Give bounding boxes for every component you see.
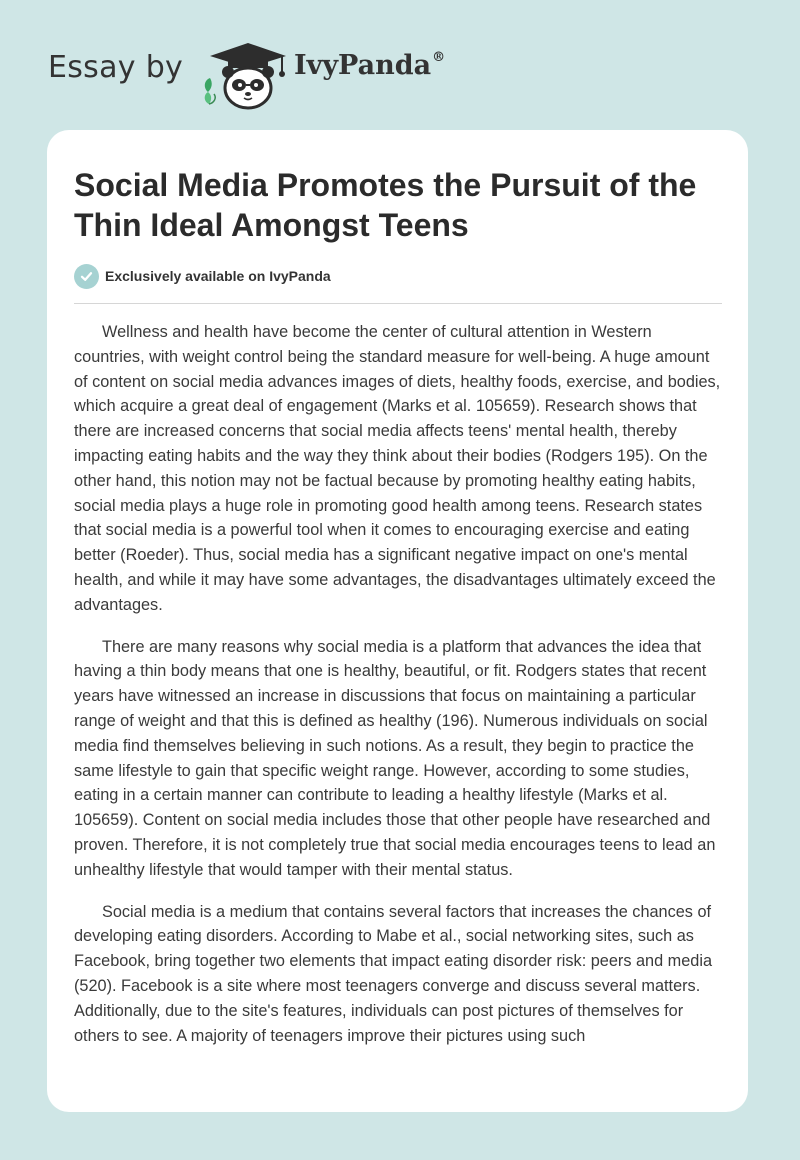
essay-card <box>47 130 748 1112</box>
exclusive-label: Exclusively available on IvyPanda <box>105 268 331 284</box>
registered-mark: ® <box>432 50 446 65</box>
paragraph: There are many reasons why social media is a platform that advances the idea that having a thin body means that one is healthy, beautiful, or fit. Rodgers states that recent years have witnessed an increase in discussions that focus on maintaining a particular range of weight and that this is defined as healthy (196). Numerous individuals on social media find themselves believing in such notions. As a result, they begin to practice the same lifestyle to gain that specific weight range. However, according to some studies, eating in a certain manner can contribute to leading a healthy lifestyle (Marks et al. 105659). Content on social media includes those that other people have researched and proven. Therefore, it is not completely true that social media encourages teens to lead an unhealthy lifestyle that would tamper with their mental status. <box>74 637 716 879</box>
exclusive-badge <box>74 263 331 289</box>
check-icon <box>74 264 99 289</box>
divider <box>74 303 722 304</box>
paragraph: Social media is a medium that contains several factors that increases the chances of developing eating disorders. According to Mabe et al., social networking sites, such as Facebook, bring together two elements that impact eating disorder risk: peers and media (520). Facebook is a site where most teenagers converge and discuss several matters. Additionally, due to the site's features, individuals can post pictures of themselves for others to see. A majority of teenagers improve their pictures using such <box>74 902 713 1045</box>
essay-title: Social Media Promotes the Pursuit of the Thin Ideal Amongst Teens <box>74 167 697 243</box>
essay-body <box>74 320 724 1065</box>
brand-name-text: IvyPanda <box>294 50 432 81</box>
panda-graduate-logo-icon[interactable] <box>200 40 296 110</box>
paragraph: Wellness and health have become the center of cultural attention in Western countries, with weight control being the standard measure for well-being. A huge amount of content on social media advances images of diets, healthy foods, exercise, and bodies, which acquire a great deal of engagement (Marks et al. 105659). Research shows that there are increased concerns that social media affects teens' mental health, thereby impacting eating habits and the way they think about their bodies (Rodgers 195). On the other hand, this notion may not be factual because by promoting healthy eating habits, social media plays a huge role in promoting good health among teens. Research states that social media is a powerful tool when it comes to encouraging exercise and eating better (Roeder). Thus, social media has a significant negative impact on one's mental health, and while it may have some advantages, the disadvantages ultimately exceed the advantages. <box>74 323 721 614</box>
brand-name[interactable] <box>294 50 445 81</box>
site-header <box>0 0 800 125</box>
essay-by-label: Essay by <box>48 50 184 85</box>
